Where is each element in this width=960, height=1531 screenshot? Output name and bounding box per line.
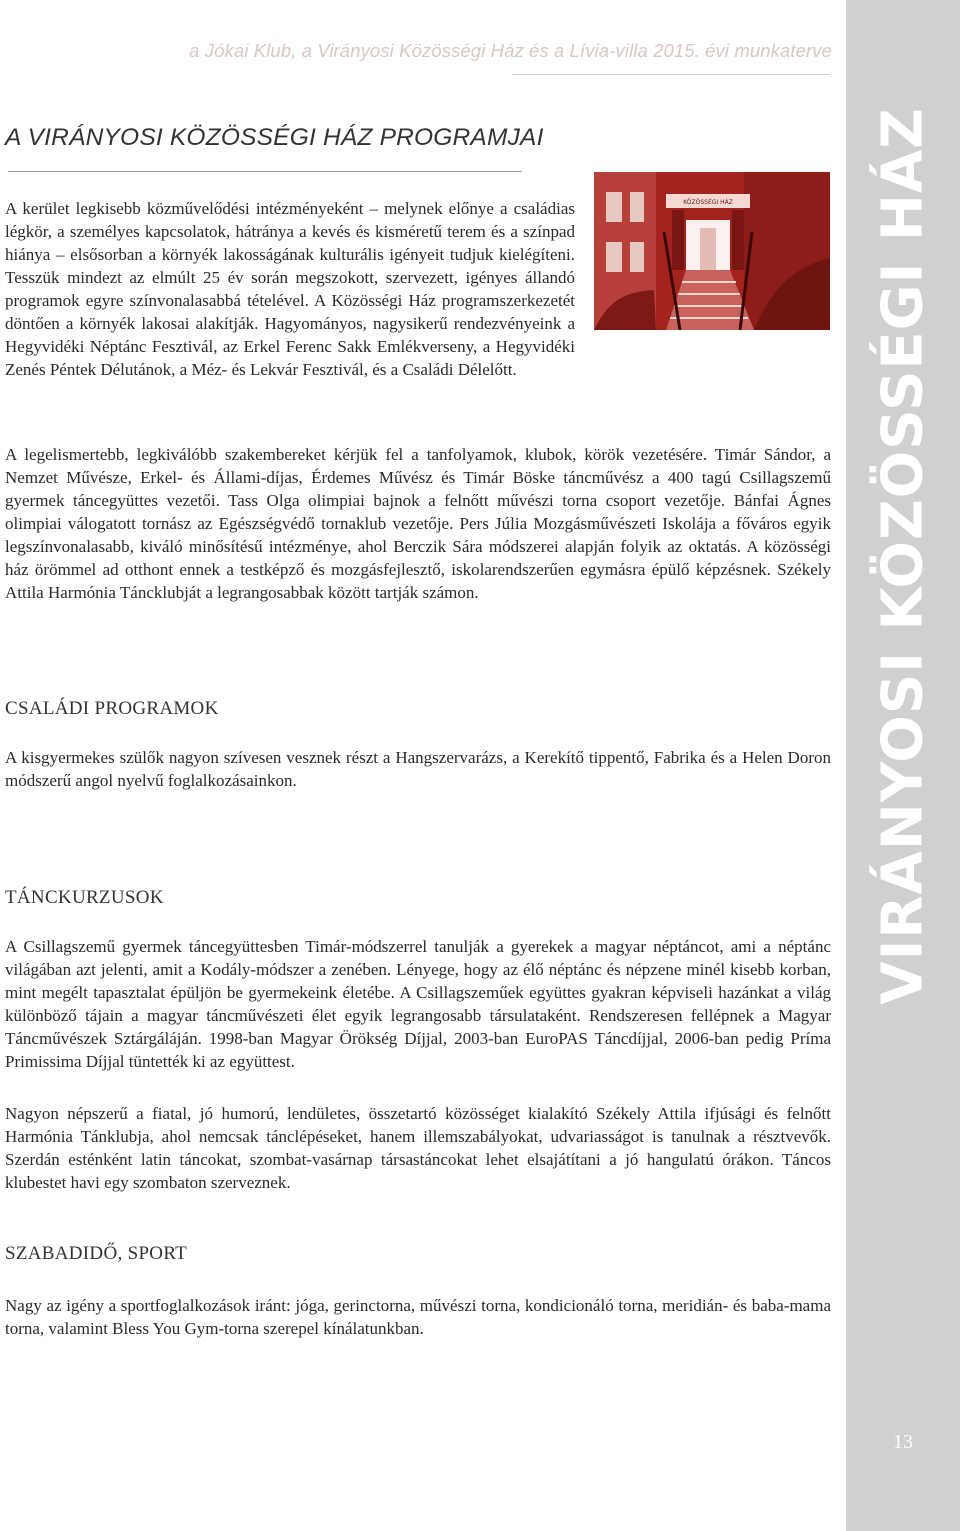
section-heading-family: CSALÁDI PROGRAMOK (5, 698, 219, 719)
side-band-title: VIRÁNYOSI KÖZÖSSÉGI HÁZ (870, 107, 936, 1005)
page-title: A VIRÁNYOSI KÖZÖSSÉGI HÁZ PROGRAMJAI (5, 124, 544, 151)
section-heading-dance: TÁNCKURZUSOK (5, 887, 164, 908)
section-body-sport: Nagy az igény a sportfoglalkozások iránt: jóga, gerinctorna, művészi torna, kondicionáló torna, meridián- és baba-mama torna, valamint Bless You Gym-torna szerepel kínálatunkban. (5, 1296, 831, 1338)
section-body-dance-2: Nagyon népszerű a fiatal, jó humorú, lendületes, összetartó közösséget kialakító Székely Attila ifjúsági és felnőtt Harmónia Tánklubja, ahol nemcsak tánclépéseket, hanem illemszabályokat, udvariasságot is tanulnak a résztvevők. Szerdán esténként latin táncokat, szombat-vasárnap társastáncokat lehet elsajátítani a jó hangulatú órákon. Táncos klubestet havi egy szombaton szerveznek. (5, 1104, 831, 1192)
building-photo-illustration (594, 172, 830, 330)
section-body-dance-1: A Csillagszemű gyermek táncegyüttesben Timár-módszerrel tanulják a gyerekek a magyar néptáncot, ami a néptánc világában azt jelenti, amit a Kodály-módszer a zenében. Lényege, hogy az élő néptánc és népzene minél kisebb korban, mint megélt tapasztalat épüljön be gyermekeink életébe. A Csillagszeműek együttes gyakran képviseli hazánkat a világ különböző tájain a magyar táncművészeti élet egyik legrangosabb társulataként. Rendszeresen fellépnek a Magyar Táncművészek Sztárgáláján. 1998-ban Magyar Örökség Díjjal, 2003-ban EuroPAS Táncdíjjal, 2006-ban pedig Príma Primissima Díjjal tüntették ki az együttest. (5, 937, 831, 1071)
running-header: a Jókai Klub, a Virányosi Közösségi Ház és a Lívia-villa 2015. évi munkaterve (189, 40, 832, 61)
intro-text-narrow: A kerület legkisebb közművelődési intézményeként – melynek előnye a családias légkör, a személyes kapcsolatok, hátránya a kevés és kisméretű terem és a színpad hiánya – elsősorban a környék lakosságának kulturális igényeit tudjuk kielégíteni. Tesszük mindezt az elmúlt 25 év során megszokott, szervezett, igényes állandó programok egyre színvonalasabbá tételével. A Közösségi Ház programszerkezetét döntően a környék lakosai alakítják. Hagyományos, nagysikerű rendezvényeink a Hegyvidéki Néptánc Fesztivál, az Erkel Ferenc Sakk Emlékverseny, a Hegyvidéki Zenés Péntek Délutánok, a Méz- és Lekvár Fesztivál, és a Családi Délelőtt. (5, 199, 575, 379)
title-rule (8, 171, 522, 172)
section-body-family: A kisgyermekes szülők nagyon szívesen vesznek részt a Hangszervarázs, a Kerekítő tippentő, Fabrika és a Helen Doron módszerű angol nyelvű foglalkozásainkon. (5, 748, 831, 790)
section-heading-sport: SZABADIDŐ, SPORT (5, 1243, 188, 1264)
photo-sign-text: KÖZÖSSÉGI HÁZ (683, 199, 733, 206)
header-rule (512, 74, 830, 75)
side-band (846, 0, 960, 1531)
intro-text-wide: A legelismertebb, legkiválóbb szakembereket kérjük fel a tanfolyamok, klubok, körök vezetésére. Timár Sándor, a Nemzet Művésze, Erkel- és Állami-díjas, Érdemes Művész és Timár Böske táncművész a 400 tagú Csillagszemű gyermek táncegyüttes vezetői. Tass Olga olimpiai bajnok a felnőtt művészi torna csoport vezetője. Bánfai Ágnes olimpiai válogatott tornász az Egészségvédő tornaklub vezetője. Pers Júlia Mozgásművészeti Iskolája a főváros egyik legszínvonalasabb, kiváló minősítésű intézménye, ahol Berczik Sára módszerei alapján folyik az oktatás. A közösségi ház örömmel ad otthont ennek a testképző és mozgásfejlesztő, iskolarendszerűen egymásra épülő képzésnek. Székely Attila Harmónia Táncklubját a legrangosabbak között tartják számon. (5, 445, 831, 602)
building-photo (594, 172, 830, 330)
page-number: 13 (893, 1431, 913, 1453)
